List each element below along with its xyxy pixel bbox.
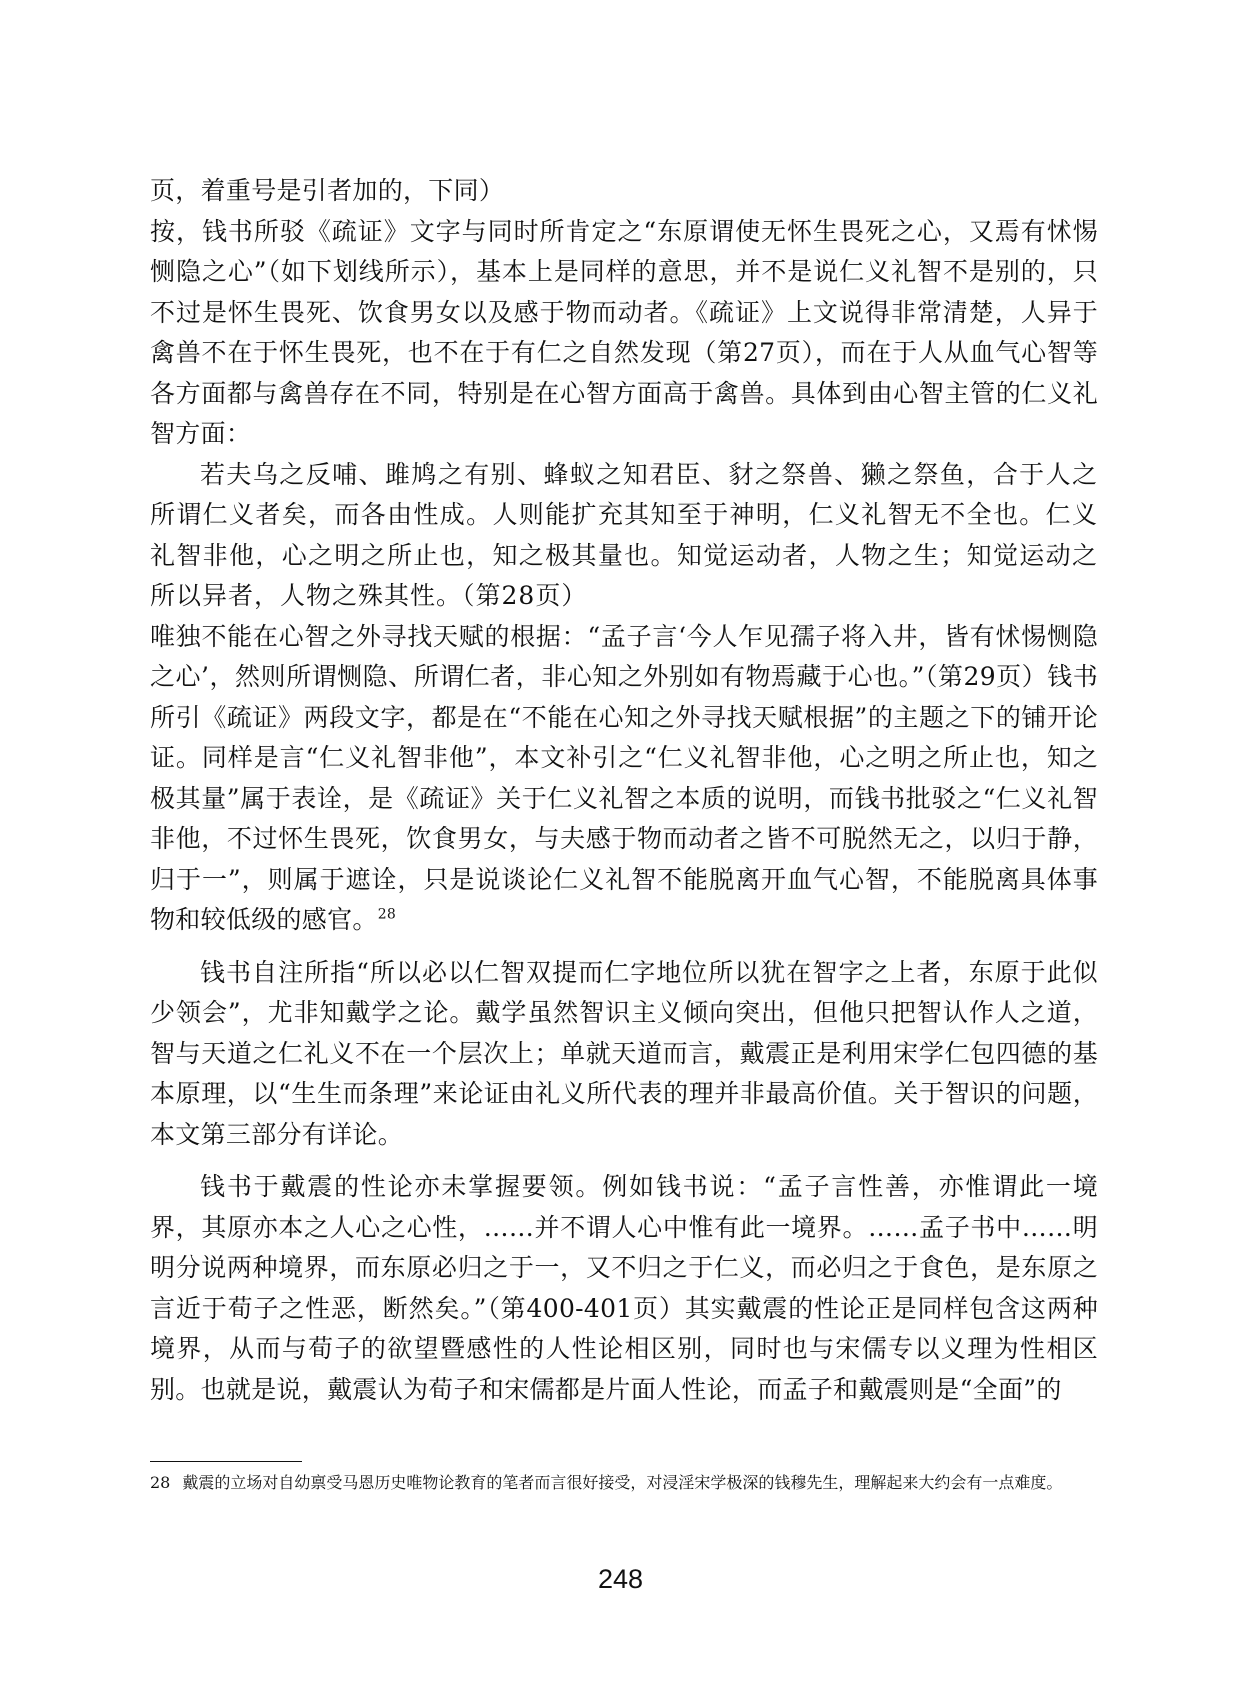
footnote-text: 戴震的立场对自幼禀受马恩历史唯物论教育的笔者而言很好接受，对浸淫宋学极深的钱穆先生，理解起来大约会有一点难度。 (182, 1473, 1063, 1492)
paragraph-nature-theory: 钱书于戴震的性论亦未掌握要领。例如钱书说：“孟子言性善，亦惟谓此一境界，其原亦本之人心之心性，……并不谓人心中惟有此一境界。……孟子书中……明明分说两种境界，而东原必归之于一，又不归之于仁义，而必归之于食色，是东原之言近于荀子之性恶，断然矣。”（第400-401页）其实戴震的性论正是同样包含这两种境界，从而与荀子的欲望暨感性的人性论相区别，同时也与宋儒专以义理为性相区别。也就是说，戴震认为荀子和宋儒都是片面人性论，而孟子和戴震则是“全面”的 (150, 1172, 1098, 1404)
page-number: 248 (597, 1564, 644, 1594)
body-text (150, 171, 1098, 1410)
footnote-number: 28 (150, 1473, 171, 1492)
paragraph-argument: 按，钱书所驳《疏证》文字与同时所肯定之“东原谓使无怀生畏死之心，又焉有怵惕恻隐之心”（如下划线所示），基本上是同样的意思，并不是说仁义礼智不是别的，只不过是怀生畏死、饮食男女以及感于物而动者。《疏证》上文说得非常清楚，人异于禽兽不在于怀生畏死，也不在于有仁之自然发现（第27页），而在于人从血气心智等各方面都与禽兽存在不同，特别是在心智方面高于禽兽。具体到由心智主管的仁义礼智方面： (150, 216, 1098, 448)
paragraph-self-note: 钱书自注所指“所以必以仁智双提而仁字地位所以犹在智字之上者，东原于此似少领会”，尤非知戴学之论。戴学虽然智识主义倾向突出，但他只把智认作人之道，智与天道之仁礼义不在一个层次上；单就天道而言，戴震正是利用宋学仁包四德的基本原理，以“生生而条理”来论证由礼义所代表的理并非最高价值。关于智识的问题，本文第三部分有详论。 (150, 957, 1098, 1149)
footnote-divider (150, 1461, 302, 1462)
paragraph-continuation: 页，着重号是引者加的，下同） (150, 176, 505, 205)
paragraph-analysis-text: 唯独不能在心智之外寻找天赋的根据：“孟子言‘今人乍见孺子将入井，皆有怵惕恻隐之心’，然则所谓恻隐、所谓仁者，非心知之外别如有物焉藏于心也。”（第29页）钱书所引《疏证》两段文字，都是在“不能在心知之外寻找天赋根据”的主题之下的铺开论证。同样是言“仁义礼智非他”，本文补引之“仁义礼智非他，心之明之所止也，知之极其量”属于表诠，是《疏证》关于仁义礼智之本质的说明，而钱书批驳之“仁义礼智非他，不过怀生畏死，饮食男女，与夫感于物而动者之皆不可脱然无之，以归于静，归于一”，则属于遮诠，只是说谈论仁义礼智不能脱离开血气心智，不能脱离具体事物和较低级的感官。 (150, 621, 1098, 934)
footnote (150, 1470, 1098, 1495)
block-quotation: 若夫乌之反哺、雎鸠之有别、蜂蚁之知君臣、豺之祭兽、獭之祭鱼，合于人之所谓仁义者矣，而各由性成。人则能扩充其知至于神明，仁义礼智无不全也。仁义礼智非他，心之明之所止也，知之极其量也。知觉运动者，人物之生；知觉运动之所以异者，人物之殊其性。（第28页） (150, 459, 1098, 610)
footnote-reference[interactable]: 28 (377, 906, 397, 923)
paragraph-analysis (150, 617, 1098, 941)
